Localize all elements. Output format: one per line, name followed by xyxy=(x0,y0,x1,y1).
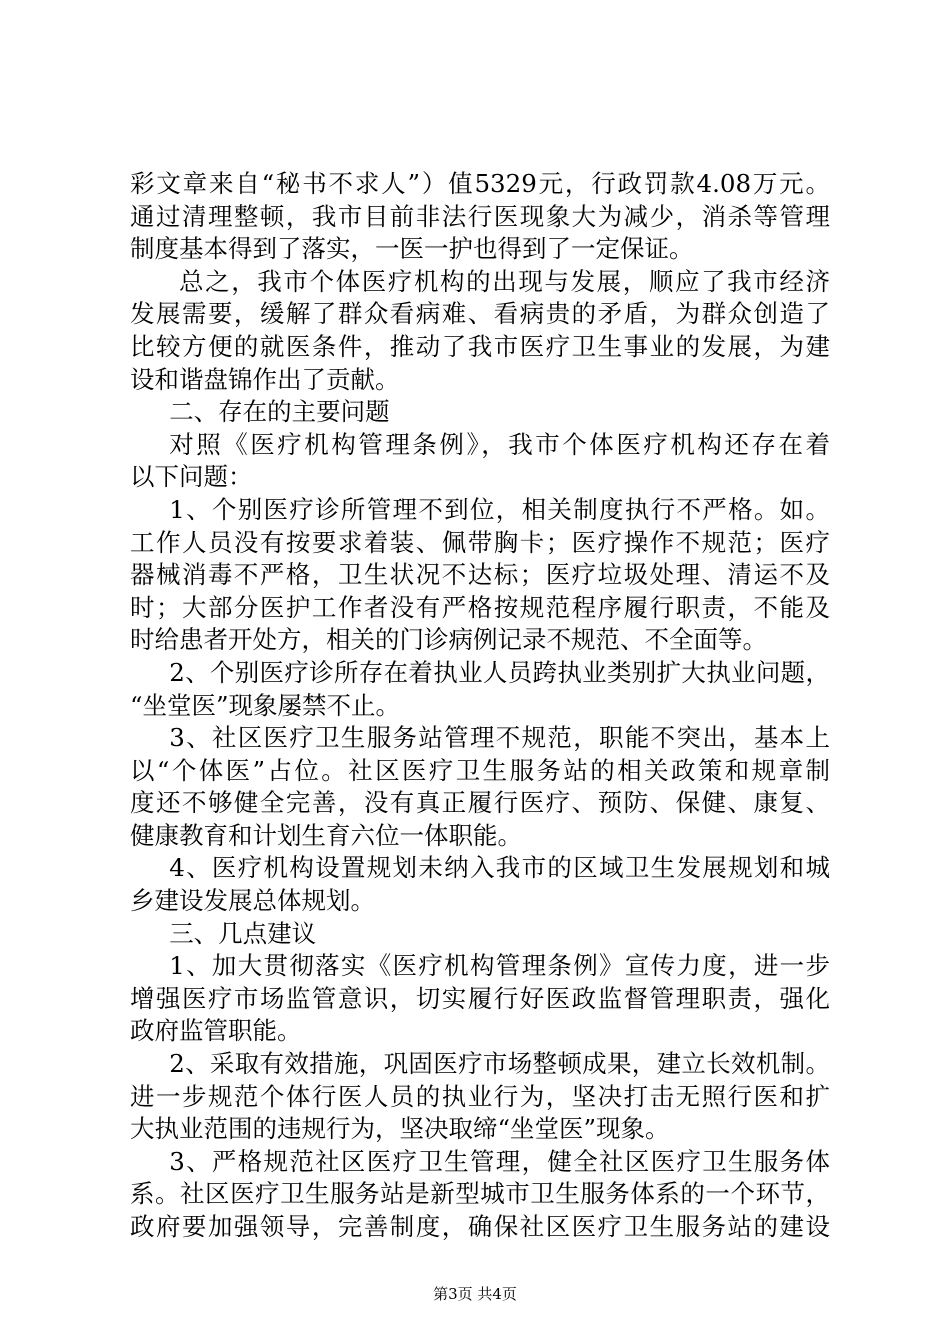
text-line: 设和谐盘锦作出了贡献。 xyxy=(130,364,400,394)
text-line: “坐堂医”现象屡禁不止。 xyxy=(130,690,401,720)
paragraph xyxy=(130,852,830,917)
section-heading xyxy=(130,918,830,951)
paragraph xyxy=(130,1146,830,1244)
text-line: 度还不够健全完善，没有真正履行医疗、预防、保健、康复、 xyxy=(130,788,830,818)
text-line: 总之，我市个体医疗机构的出现与发展，顺应了我市经济 xyxy=(179,266,830,296)
text-line: 1、个别医疗诊所管理不到位，相关制度执行不严格。如。 xyxy=(169,494,830,524)
text-line: 政府要加强领导，完善制度，确保社区医疗卫生服务站的建设 xyxy=(130,1212,830,1241)
text-line: 器械消毒不严格，卫生状况不达标；医疗垃圾处理、清运不及 xyxy=(130,560,830,590)
paragraph xyxy=(130,950,830,1048)
text-line: 时给患者开处方，相关的门诊病例记录不规范、不全面等。 xyxy=(130,625,767,655)
page-footer: 第3页 共4页 xyxy=(433,1285,517,1303)
text-line: 2、个别医疗诊所存在着执业人员跨执业类别扩大执业问题， xyxy=(169,657,830,687)
paragraph xyxy=(130,266,830,396)
paragraph xyxy=(130,657,830,722)
document-body xyxy=(130,168,830,1244)
paragraph xyxy=(130,429,830,494)
text-line: 彩文章来自“秘书不求人”）值5329元，行政罚款4.08万元。 xyxy=(130,169,830,198)
text-line: 增强医疗市场监管意识，切实履行好医政监督管理职责，强化 xyxy=(130,983,830,1013)
text-line: 大执业范围的违规行为，坚决取缔“坐堂医”现象。 xyxy=(130,1114,670,1144)
text-line: 时；大部分医护工作者没有严格按规范程序履行职责，不能及 xyxy=(130,592,830,622)
text-line: 二、存在的主要问题 xyxy=(169,397,390,427)
text-line: 三、几点建议 xyxy=(169,918,317,948)
text-line: 政府监管职能。 xyxy=(130,1016,302,1046)
text-line: 发展需要，缓解了群众看病难、看病贵的矛盾，为群众创造了 xyxy=(130,299,830,329)
text-line: 2、采取有效措施，巩固医疗市场整顿成果，建立长效机制。 xyxy=(169,1049,830,1079)
text-line: 1、加大贯彻落实《医疗机构管理条例》宣传力度，进一步 xyxy=(169,951,830,981)
paragraph xyxy=(130,494,830,657)
paragraph xyxy=(130,722,830,852)
paragraph xyxy=(130,1048,830,1146)
text-line: 3、社区医疗卫生服务站管理不规范，职能不突出，基本上 xyxy=(169,723,830,753)
section-heading xyxy=(130,396,830,429)
paragraph xyxy=(130,168,830,266)
text-line: 工作人员没有按要求着装、佩带胸卡；医疗操作不规范；医疗 xyxy=(130,527,830,557)
text-line: 进一步规范个体行医人员的执业行为，坚决打击无照行医和扩 xyxy=(130,1081,830,1111)
text-line: 系。社区医疗卫生服务站是新型城市卫生服务体系的一个环节， xyxy=(130,1179,830,1209)
text-line: 通过清理整顿，我市目前非法行医现象大为减少，消杀等管理 xyxy=(130,201,830,231)
text-line: 对照《医疗机构管理条例》，我市个体医疗机构还存在着 xyxy=(169,429,830,459)
text-line: 比较方便的就医条件，推动了我市医疗卫生事业的发展，为建 xyxy=(130,331,830,361)
text-line: 3、严格规范社区医疗卫生管理，健全社区医疗卫生服务体 xyxy=(169,1146,830,1176)
text-line: 以“个体医”占位。社区医疗卫生服务站的相关政策和规章制 xyxy=(130,755,830,785)
text-line: 4、医疗机构设置规划未纳入我市的区域卫生发展规划和城 xyxy=(169,853,830,883)
text-line: 以下问题： xyxy=(130,462,253,492)
text-line: 制度基本得到了落实，一医一护也得到了一定保证。 xyxy=(130,234,694,264)
text-line: 健康教育和计划生育六位一体职能。 xyxy=(130,820,522,850)
text-line: 乡建设发展总体规划。 xyxy=(130,886,375,916)
